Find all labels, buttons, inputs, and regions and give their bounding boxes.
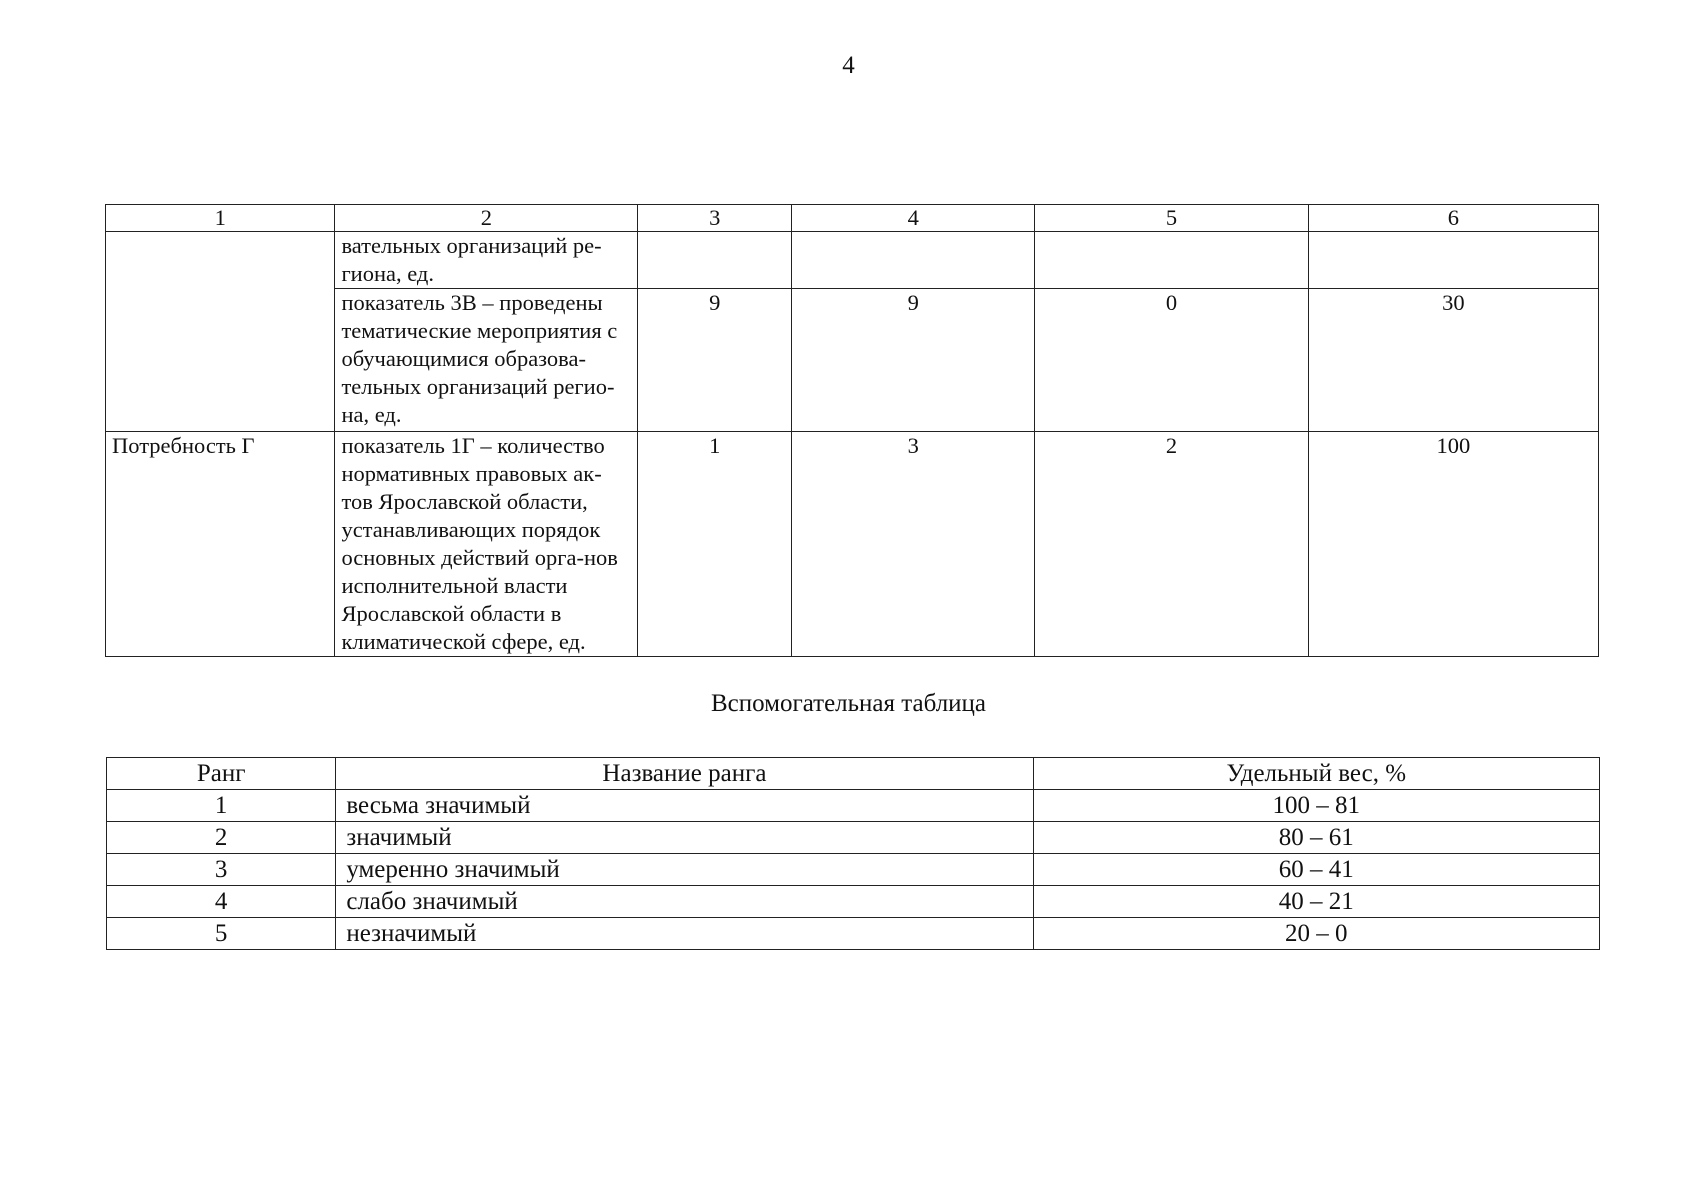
rank-table <box>106 757 1600 950</box>
header-rank-name: Название ранга <box>336 758 1033 790</box>
weight-cell: 100 – 81 <box>1033 790 1599 822</box>
table-row <box>107 886 1600 918</box>
column-number: 4 <box>792 205 1035 232</box>
value-cell: 9 <box>638 289 792 432</box>
table-row <box>107 790 1600 822</box>
table-row <box>106 232 1599 289</box>
value-cell: 3 <box>792 432 1035 657</box>
rank-name-cell: незначимый <box>336 918 1033 950</box>
table-row <box>107 854 1600 886</box>
table-row <box>106 432 1599 657</box>
column-number: 3 <box>638 205 792 232</box>
need-cell <box>106 232 335 289</box>
table-row <box>107 918 1600 950</box>
value-cell: 100 <box>1308 432 1598 657</box>
value-cell: 0 <box>1035 289 1308 432</box>
indicator-cell: вательных организаций ре-гиона, ед. <box>335 232 638 289</box>
rank-cell: 5 <box>107 918 336 950</box>
header-weight: Удельный вес, % <box>1033 758 1599 790</box>
rank-cell: 3 <box>107 854 336 886</box>
value-cell <box>638 232 792 289</box>
rank-cell: 2 <box>107 822 336 854</box>
indicators-table <box>105 204 1599 657</box>
rank-cell: 4 <box>107 886 336 918</box>
header-rank: Ранг <box>107 758 336 790</box>
rank-name-cell: слабо значимый <box>336 886 1033 918</box>
rank-name-cell: весьма значимый <box>336 790 1033 822</box>
need-cell: Потребность Г <box>106 432 335 657</box>
page-number: 4 <box>842 52 855 79</box>
value-cell: 9 <box>792 289 1035 432</box>
column-number: 2 <box>335 205 638 232</box>
need-cell <box>106 289 335 432</box>
column-number-row <box>106 205 1599 232</box>
weight-cell: 60 – 41 <box>1033 854 1599 886</box>
rank-cell: 1 <box>107 790 336 822</box>
value-cell: 1 <box>638 432 792 657</box>
value-cell: 2 <box>1035 432 1308 657</box>
indicator-cell: показатель 1Г – количество нормативных правовых ак-тов Ярославской области, устанавливающих порядок основных действий орга-нов исполнительной власти Ярославской области в климатической сфере, ед. <box>335 432 638 657</box>
table-header-row <box>107 758 1600 790</box>
indicator-cell: показатель 3В – проведены тематические мероприятия с обучающимися образова-тельных организаций регио-на, ед. <box>335 289 638 432</box>
aux-table-title: Вспомогательная таблица <box>710 690 987 717</box>
weight-cell: 20 – 0 <box>1033 918 1599 950</box>
column-number: 5 <box>1035 205 1308 232</box>
value-cell <box>1308 232 1598 289</box>
rank-name-cell: умеренно значимый <box>336 854 1033 886</box>
rank-name-cell: значимый <box>336 822 1033 854</box>
weight-cell: 40 – 21 <box>1033 886 1599 918</box>
value-cell: 30 <box>1308 289 1598 432</box>
table-row <box>106 289 1599 432</box>
value-cell <box>1035 232 1308 289</box>
table-row <box>107 822 1600 854</box>
value-cell <box>792 232 1035 289</box>
weight-cell: 80 – 61 <box>1033 822 1599 854</box>
column-number: 6 <box>1308 205 1598 232</box>
column-number: 1 <box>106 205 335 232</box>
